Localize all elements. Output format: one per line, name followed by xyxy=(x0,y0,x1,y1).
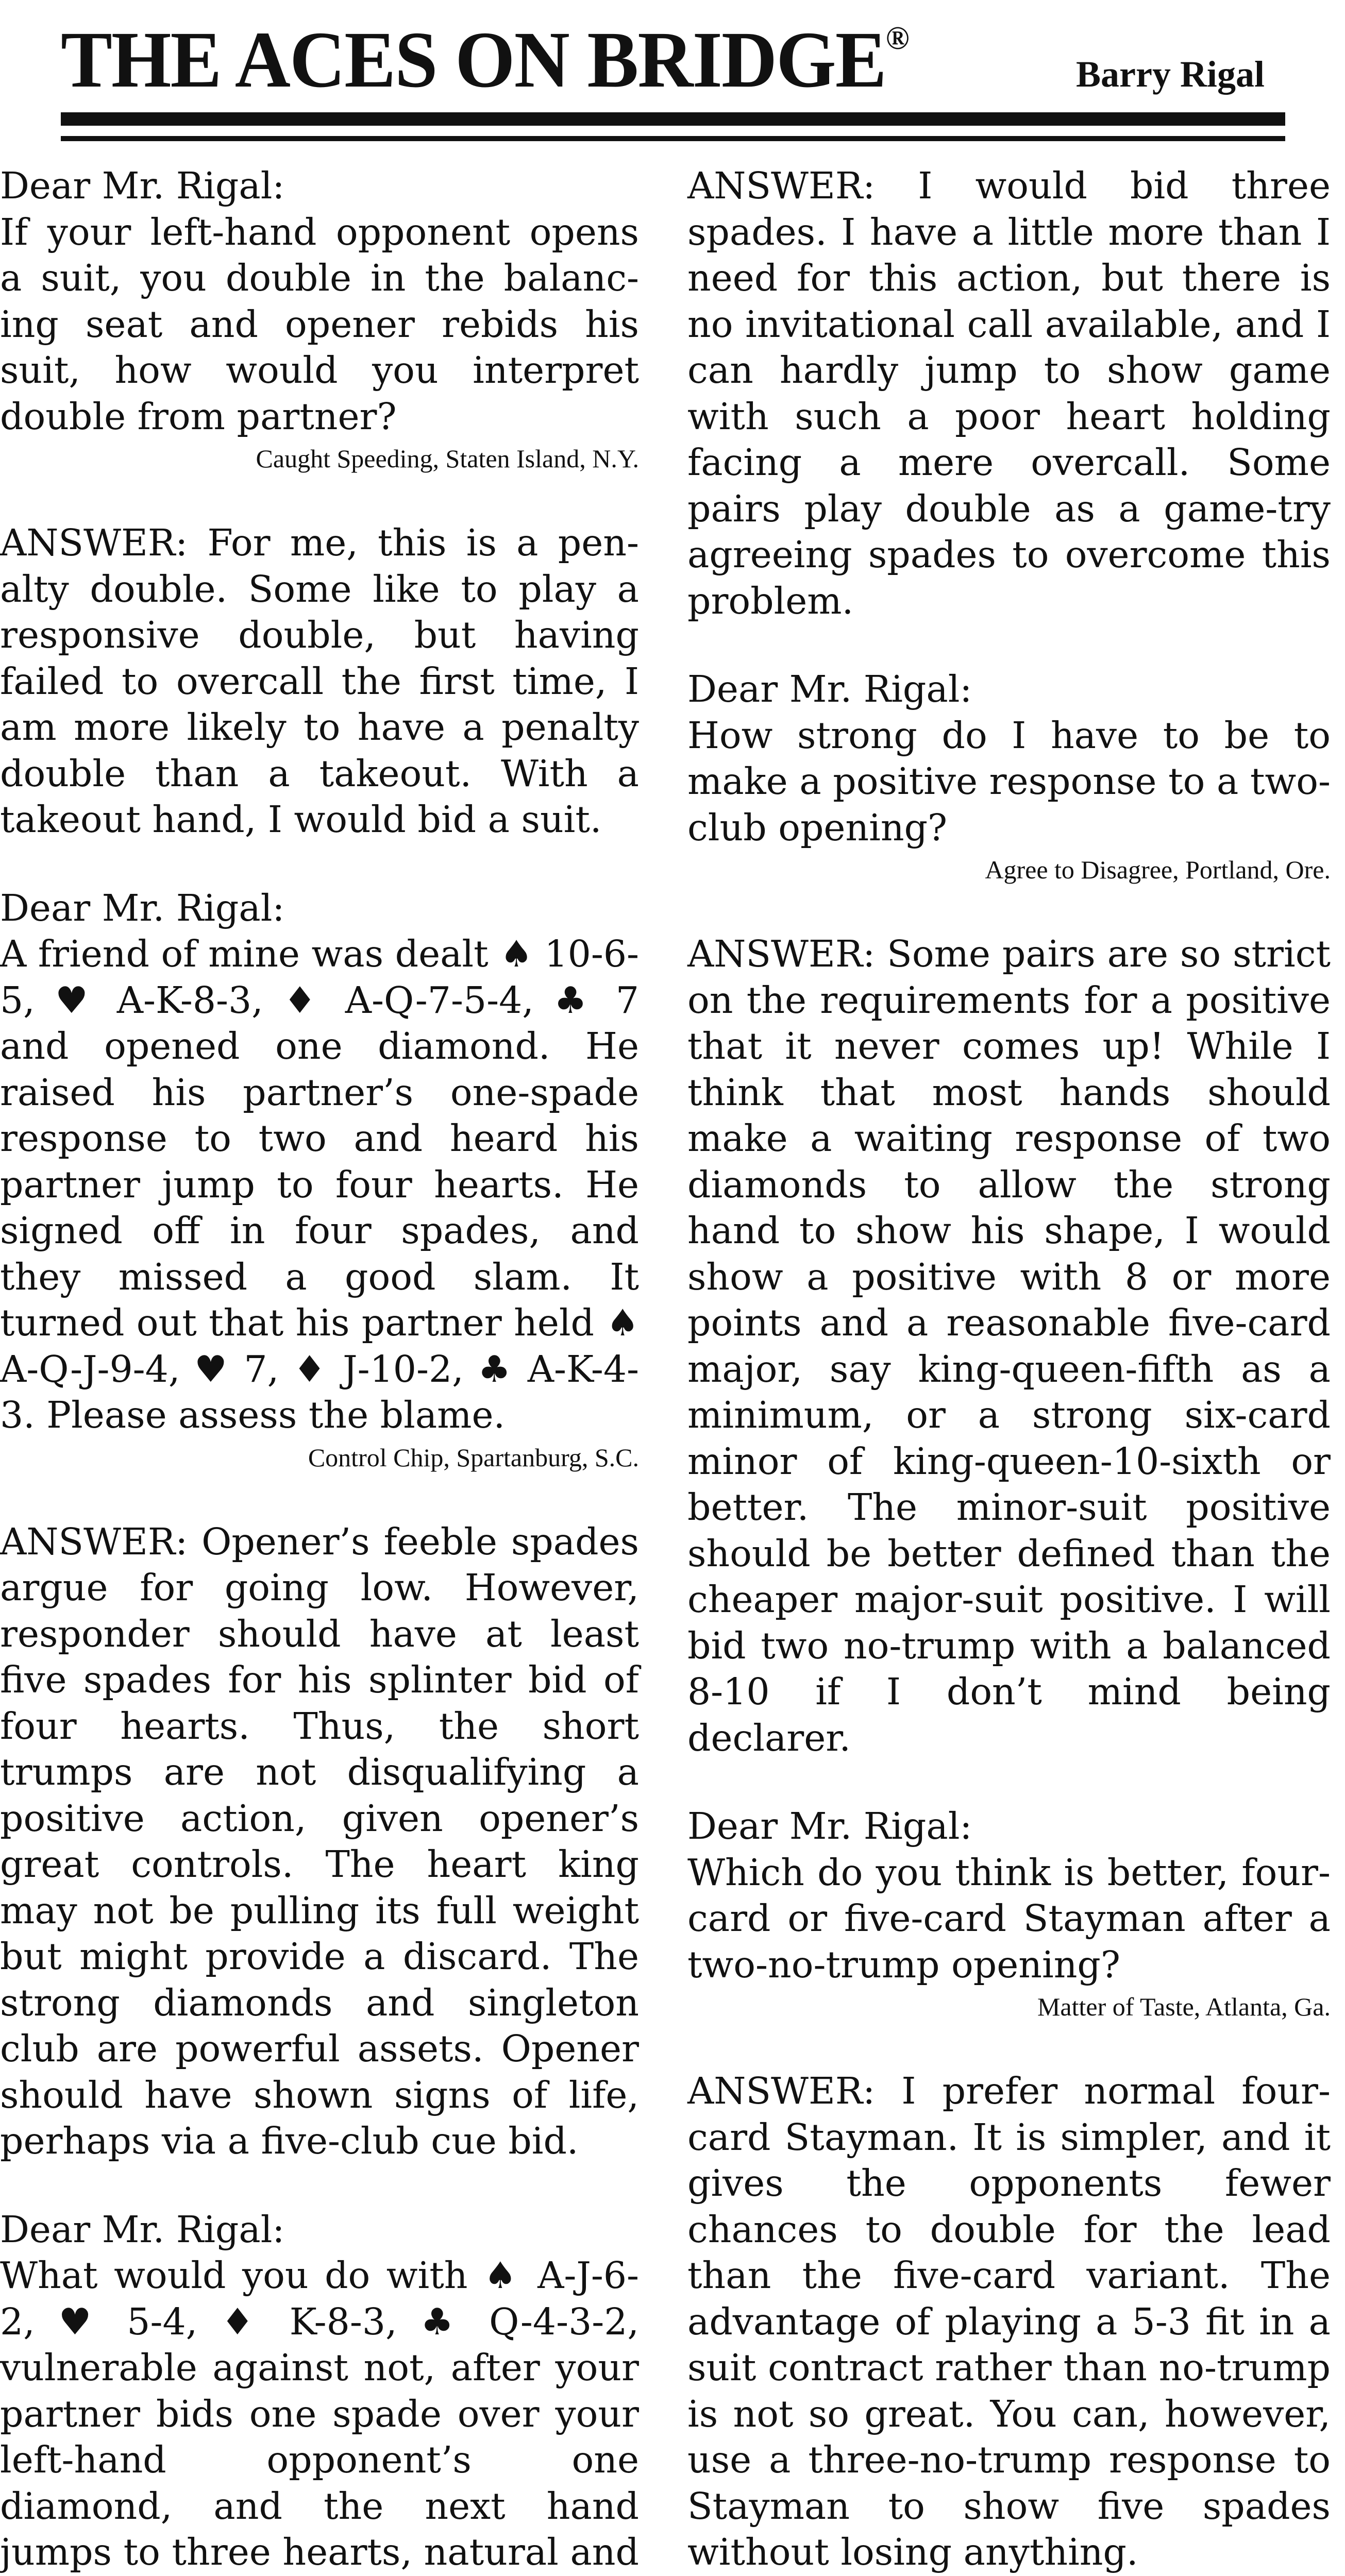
answer: ANSWER: I would bid three spades. I have a little more than I need for this action, but there is no invitational call available, and I can hardly jump to show game with such a poor heart holding facing a mere overcall. Some pairs play double as a game-try agreeing spades to overcome this problem. xyxy=(687,164,1331,622)
masthead-rule-thin xyxy=(61,136,1285,141)
right-column xyxy=(687,163,1331,2575)
answer: ANSWER: For me, this is a penalty double. Some like to play a responsive double, but having failed to overcall the first time, I am more likely to have a penalty double than a takeout. With a takeout hand, I would bid a suit. xyxy=(0,521,639,841)
column-title: THE ACES ON BRIDGE® xyxy=(61,15,909,104)
reader-question: A friend of mine was dealt ♠ 10-6-5, ♥ A-K-8-3, ♦ A-Q-7-5-4, ♣ 7 and opened one diamond. He raised his partner’s one-spade response to two and heard his partner jump to four hearts. He signed off in four spades, and they missed a good slam. It turned out that his partner held ♠ A-Q-J-9-4, ♥ 7, ♦ J-10-2, ♣ A-K-4-3. Please assess the blame. xyxy=(0,933,639,1436)
salutation: Dear Mr. Rigal: xyxy=(0,2208,285,2251)
letter-1 xyxy=(0,163,639,843)
reader-signature: Caught Speeding, Staten Island, N.Y. xyxy=(256,444,639,473)
reader-signature: Matter of Taste, Atlanta, Ga. xyxy=(1037,1992,1331,2021)
salutation: Dear Mr. Rigal: xyxy=(687,668,972,710)
salutation: Dear Mr. Rigal: xyxy=(687,1805,972,1848)
reader-question: How strong do I have to be to make a positive response to a two-club opening? xyxy=(687,714,1331,849)
letter-3 xyxy=(0,2207,639,2576)
letter-2 xyxy=(0,885,639,2164)
answer: ANSWER: Opener’s feeble spades argue for going low. However, responder should have at least five spades for his splinter bid of four hearts. Thus, the short trumps are not disqualifying a positive action, given opener’s great controls. The heart king may not be pulling its full weight but might provide a discard. The strong diamonds and singleton club are powerful assets. Opener should have shown signs of life, perhaps via a five-club cue bid. xyxy=(0,1520,639,2162)
salutation: Dear Mr. Rigal: xyxy=(0,164,285,207)
registered-mark: ® xyxy=(885,20,909,56)
letter-5 xyxy=(687,1803,1331,2575)
letter-4 xyxy=(687,666,1331,1761)
answer: ANSWER: Some pairs are so strict on the requirements for a positive that it never comes up! While I think that most hands should make a waiting response of two diamonds to allow the strong hand to show his shape, I would show a positive with 8 or more points and a reasonable five-card major, say king-queen-fifth as a minimum, or a strong six-card minor of king-queen-10-sixth or better. The minor-suit positive should be better defined than the cheaper major-suit positive. I will bid two no-trump with a balanced 8-10 if I don’t mind being declarer. xyxy=(687,933,1331,1759)
author-byline: Barry Rigal xyxy=(1076,54,1265,95)
masthead-rule-thick xyxy=(61,112,1285,126)
left-column xyxy=(0,163,639,2576)
reader-signature: Agree to Disagree, Portland, Ore. xyxy=(985,855,1331,884)
masthead xyxy=(0,0,1345,134)
answer: ANSWER: I prefer normal four-card Stayman. It is simpler, and it gives the opponents fewer chances to double for the lead than the five-card variant. The advantage of playing a 5-3 fit in a suit contract rather than no-trump is not so great. You can, however, use a three-no-trump response to Stayman to show five spades without losing anything. xyxy=(687,2070,1331,2573)
reader-question: What would you do with ♠ A-J-6-2, ♥ 5-4, ♦ K-8-3, ♣ Q-4-3-2, vulnerable against not, after your partner bids one spade over your left-hand opponent’s one diamond, and the next hand jumps to three hearts, natural and xyxy=(0,2254,639,2573)
salutation: Dear Mr. Rigal: xyxy=(0,886,285,929)
reader-question: If your left-hand opponent opens a suit, you double in the balancing seat and opener rebids his suit, how would you interpret double from partner? xyxy=(0,210,639,438)
reader-signature: Control Chip, Spartanburg, S.C. xyxy=(308,1443,639,1472)
reader-question: Which do you think is better, four-card or five-card Stayman after a two-no-trump opening? xyxy=(687,1851,1331,1986)
